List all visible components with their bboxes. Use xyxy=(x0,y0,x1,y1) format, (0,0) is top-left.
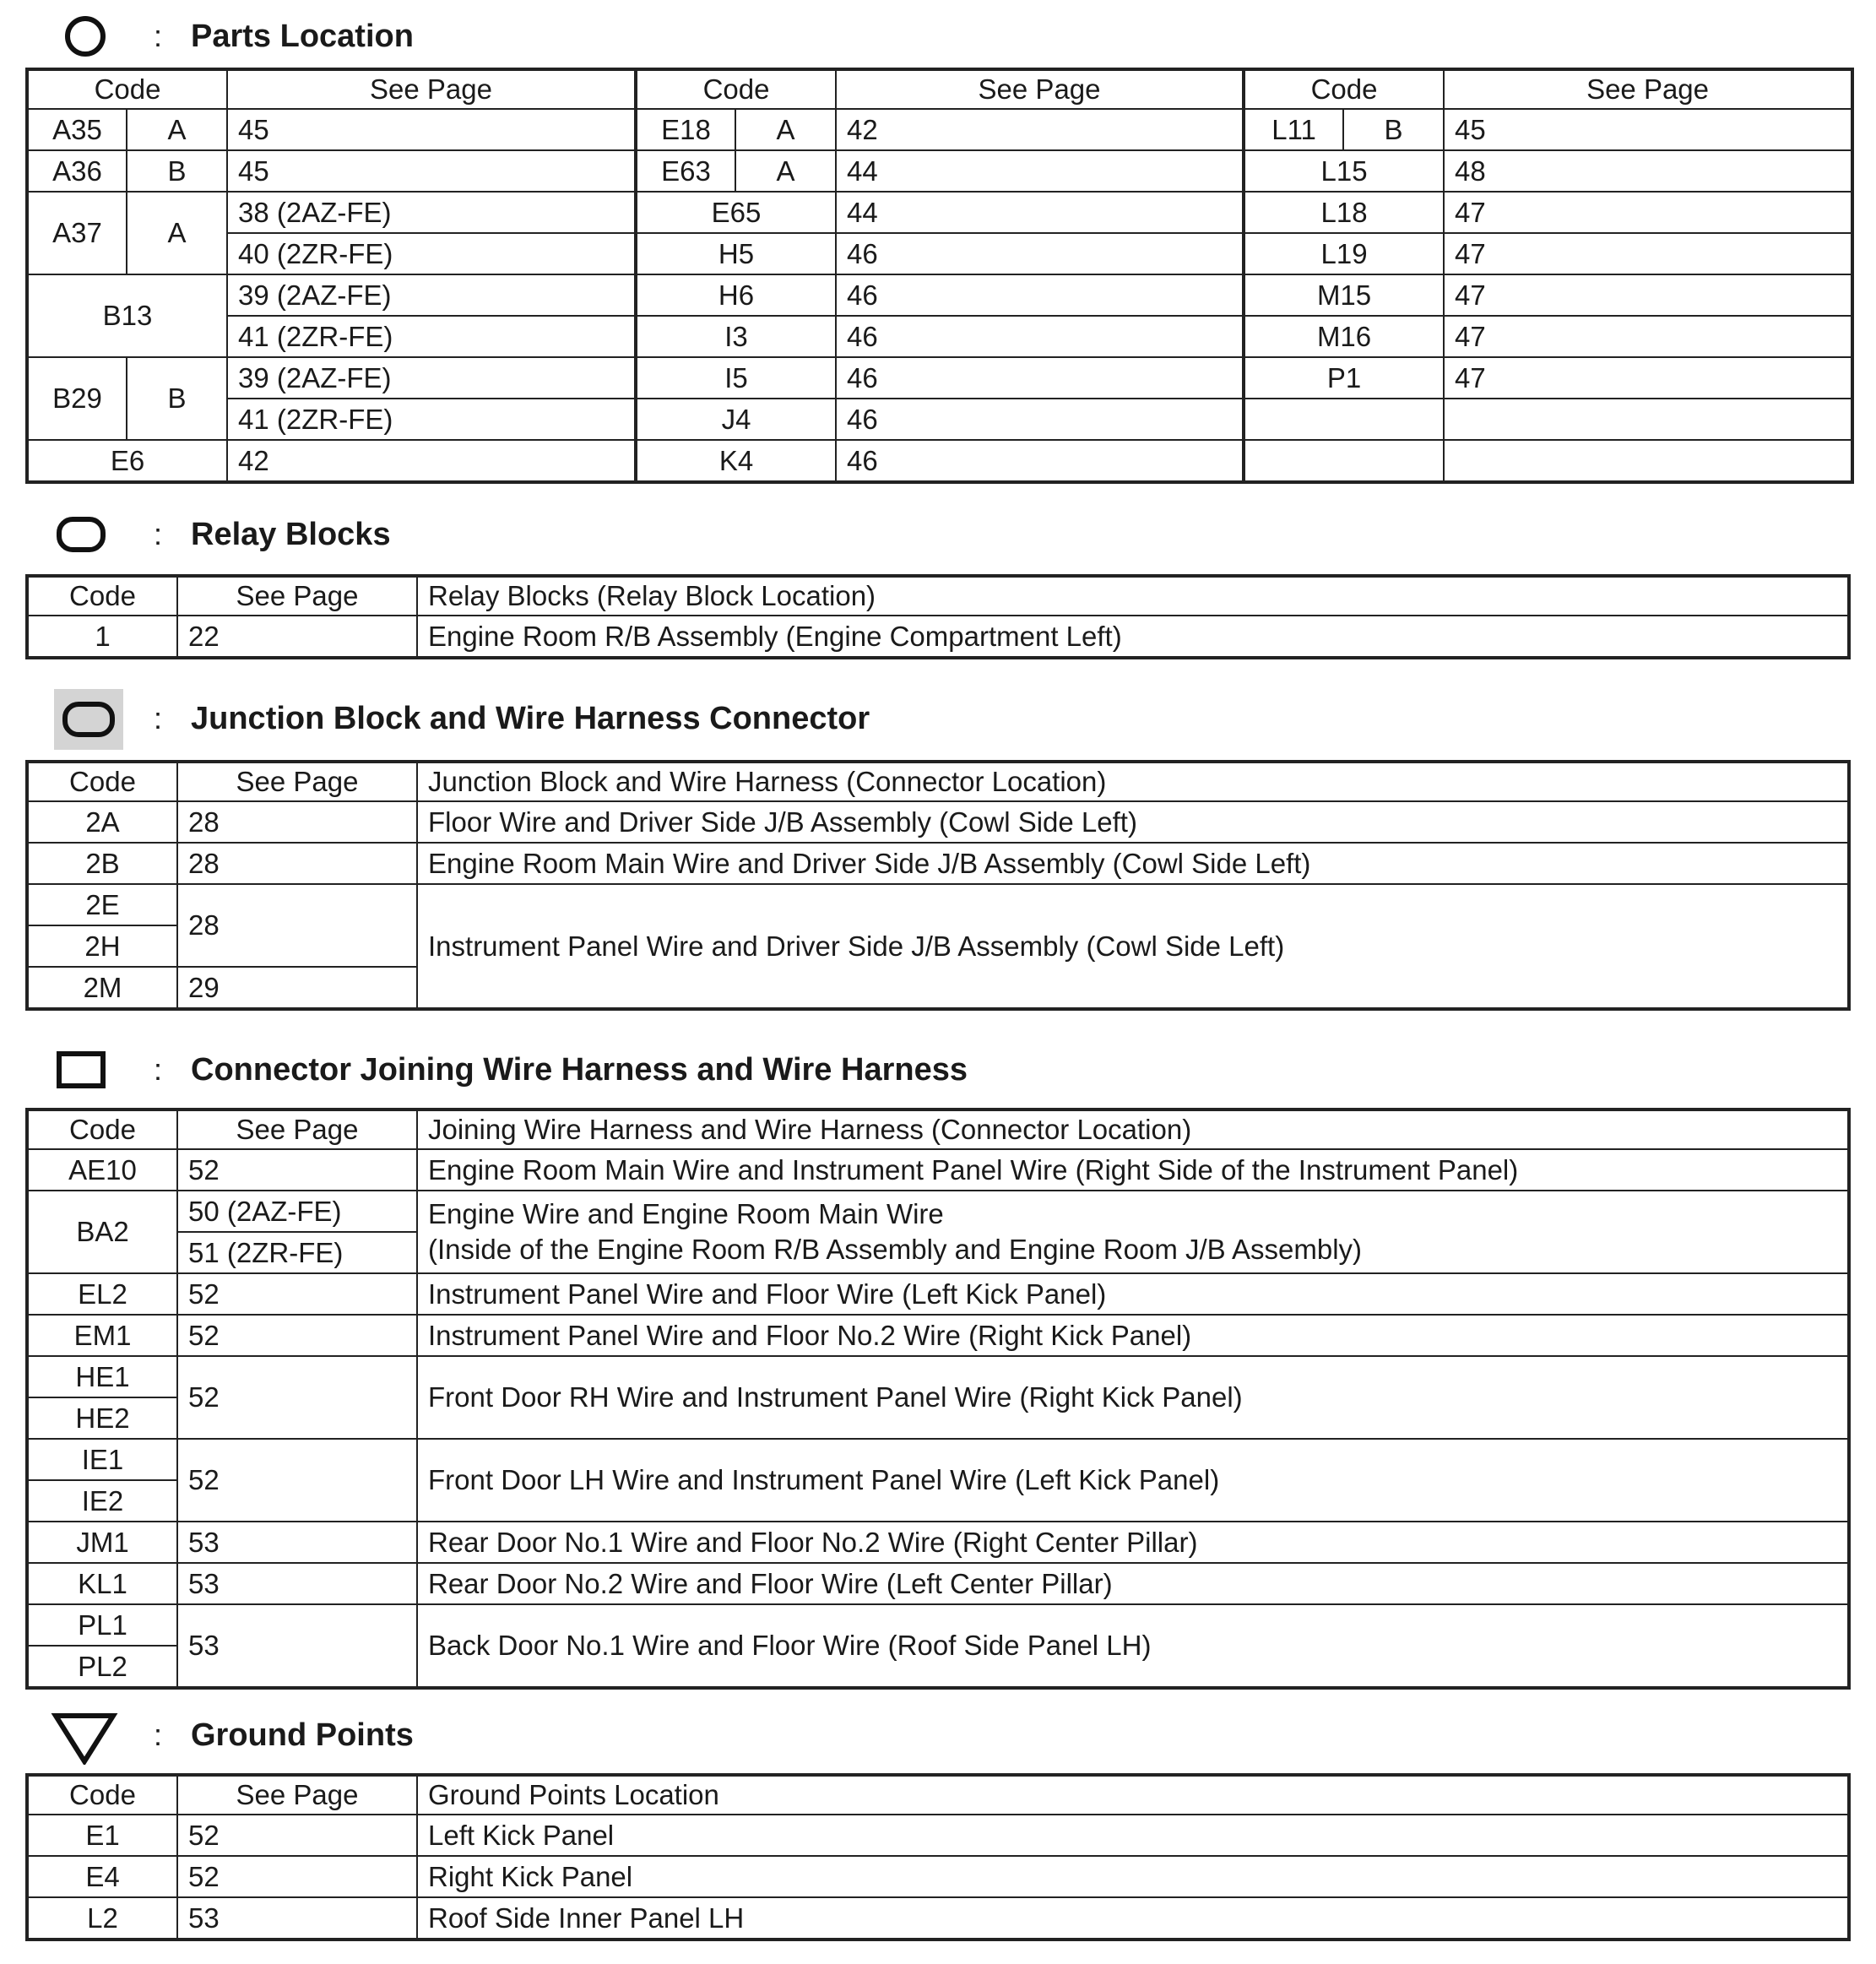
code-cell: AE10 xyxy=(27,1149,177,1191)
table-header-row xyxy=(27,69,1852,109)
code-cell: E63 xyxy=(636,150,735,192)
table-row xyxy=(27,399,1852,440)
table-row xyxy=(27,1522,1849,1563)
page-cell: 50 (2AZ-FE) xyxy=(177,1191,417,1232)
description-cell: Left Kick Panel xyxy=(417,1815,1849,1856)
header-cell: Code xyxy=(27,1109,177,1149)
table-row xyxy=(27,1856,1849,1897)
square-symbol-icon xyxy=(51,1040,110,1099)
page-cell: 45 xyxy=(227,109,636,150)
description-cell: Front Door LH Wire and Instrument Panel Wire (Left Kick Panel) xyxy=(417,1439,1849,1522)
code-cell: EM1 xyxy=(27,1315,177,1356)
description-cell: Engine Room R/B Assembly (Engine Compartment Left) xyxy=(417,616,1849,658)
page-cell: 48 xyxy=(1444,150,1852,192)
table-row xyxy=(27,1315,1849,1356)
code-cell: H6 xyxy=(636,274,836,316)
code-cell: B13 xyxy=(27,274,227,357)
sub-code-cell: A xyxy=(735,150,836,192)
page-cell: 45 xyxy=(227,150,636,192)
connector-joining-table xyxy=(25,1108,1851,1690)
page-cell: 52 xyxy=(177,1356,417,1439)
table-row xyxy=(27,801,1849,843)
header-cell: Code xyxy=(27,69,227,109)
description-cell: Floor Wire and Driver Side J/B Assembly (Cowl Side Left) xyxy=(417,801,1849,843)
header-cell: Code xyxy=(1244,69,1444,109)
page-cell: 46 xyxy=(836,316,1244,357)
table-row xyxy=(27,440,1852,482)
sub-code-cell: A xyxy=(735,109,836,150)
page-cell: 46 xyxy=(836,440,1244,482)
sub-code-cell: A xyxy=(127,192,227,274)
code-cell: M16 xyxy=(1244,316,1444,357)
page-cell: 51 (2ZR-FE) xyxy=(177,1232,417,1273)
page-cell: 41 (2ZR-FE) xyxy=(227,399,636,440)
page-cell: 28 xyxy=(177,884,417,967)
page-cell: 47 xyxy=(1444,192,1852,233)
page-cell: 52 xyxy=(177,1439,417,1522)
code-cell: 2M xyxy=(27,967,177,1009)
code-cell: 2A xyxy=(27,801,177,843)
page-cell: 41 (2ZR-FE) xyxy=(227,316,636,357)
section-title: Parts Location xyxy=(191,19,414,54)
relay-blocks-table xyxy=(25,574,1851,659)
header-cell: See Page xyxy=(227,69,636,109)
section-title: Relay Blocks xyxy=(191,517,391,552)
empty-cell xyxy=(1244,440,1444,482)
code-cell: L2 xyxy=(27,1897,177,1940)
section-title: Junction Block and Wire Harness Connector xyxy=(191,701,870,736)
parts-location-table xyxy=(25,68,1854,484)
code-cell: M15 xyxy=(1244,274,1444,316)
header-cell: Relay Blocks (Relay Block Location) xyxy=(417,576,1849,616)
rounded-rect-symbol-icon xyxy=(51,505,110,564)
sub-code-cell: B xyxy=(127,357,227,440)
page-cell: 52 xyxy=(177,1273,417,1315)
description-cell: Engine Room Main Wire and Instrument Panel Wire (Right Side of the Instrument Panel) xyxy=(417,1149,1849,1191)
code-cell: L15 xyxy=(1244,150,1444,192)
code-cell: E1 xyxy=(27,1815,177,1856)
code-cell: E65 xyxy=(636,192,836,233)
page-cell: 38 (2AZ-FE) xyxy=(227,192,636,233)
page-cell: 47 xyxy=(1444,274,1852,316)
page-cell: 29 xyxy=(177,967,417,1009)
empty-cell xyxy=(1444,399,1852,440)
heading-colon: : xyxy=(154,19,163,53)
header-cell: Code xyxy=(27,762,177,801)
page-cell: 39 (2AZ-FE) xyxy=(227,274,636,316)
page-cell: 42 xyxy=(227,440,636,482)
table-header-row xyxy=(27,1109,1849,1149)
header-cell: See Page xyxy=(177,576,417,616)
table-row xyxy=(27,1604,1849,1646)
header-cell: See Page xyxy=(177,1109,417,1149)
code-cell: A37 xyxy=(27,192,127,274)
code-cell: E18 xyxy=(636,109,735,150)
description-cell: Instrument Panel Wire and Floor Wire (Left Kick Panel) xyxy=(417,1273,1849,1315)
code-cell: HE1 xyxy=(27,1356,177,1397)
table-row xyxy=(27,884,1849,925)
description-cell: Back Door No.1 Wire and Floor Wire (Roof Side Panel LH) xyxy=(417,1604,1849,1688)
code-cell: 2E xyxy=(27,884,177,925)
code-cell: JM1 xyxy=(27,1522,177,1563)
table-header-row xyxy=(27,1775,1849,1815)
header-cell: See Page xyxy=(836,69,1244,109)
description-cell: Rear Door No.1 Wire and Floor No.2 Wire (Right Center Pillar) xyxy=(417,1522,1849,1563)
page-cell: 46 xyxy=(836,357,1244,399)
code-cell: KL1 xyxy=(27,1563,177,1604)
table-row xyxy=(27,1273,1849,1315)
empty-cell xyxy=(1244,399,1444,440)
description-cell: Roof Side Inner Panel LH xyxy=(417,1897,1849,1940)
sub-code-cell: A xyxy=(127,109,227,150)
code-cell: K4 xyxy=(636,440,836,482)
table-header-row xyxy=(27,576,1849,616)
code-cell: PL2 xyxy=(27,1646,177,1688)
code-cell: BA2 xyxy=(27,1191,177,1273)
page-cell: 52 xyxy=(177,1815,417,1856)
code-cell: E4 xyxy=(27,1856,177,1897)
code-cell: H5 xyxy=(636,233,836,274)
code-cell: P1 xyxy=(1244,357,1444,399)
table-row xyxy=(27,843,1849,884)
table-row xyxy=(27,1149,1849,1191)
sub-code-cell: B xyxy=(127,150,227,192)
page-cell: 53 xyxy=(177,1522,417,1563)
header-cell: Joining Wire Harness and Wire Harness (Connector Location) xyxy=(417,1109,1849,1149)
code-cell: 1 xyxy=(27,616,177,658)
heading-colon: : xyxy=(154,1052,163,1087)
page-cell: 47 xyxy=(1444,233,1852,274)
page-cell: 47 xyxy=(1444,357,1852,399)
page-cell: 52 xyxy=(177,1149,417,1191)
table-row xyxy=(27,274,1852,316)
page-cell: 22 xyxy=(177,616,417,658)
shaded-rounded-rect-symbol-icon xyxy=(51,689,127,751)
heading-colon: : xyxy=(154,701,163,735)
page-cell: 42 xyxy=(836,109,1244,150)
page-cell: 44 xyxy=(836,150,1244,192)
table-header-row xyxy=(27,762,1849,801)
description-cell: Right Kick Panel xyxy=(417,1856,1849,1897)
table-row xyxy=(27,1815,1849,1856)
code-cell: 2B xyxy=(27,843,177,884)
description-line: (Inside of the Engine Room R/B Assembly and Engine Room J/B Assembly) xyxy=(428,1234,1363,1265)
header-cell: Code xyxy=(27,576,177,616)
page-cell: 45 xyxy=(1444,109,1852,150)
table-row xyxy=(27,357,1852,399)
page-cell: 39 (2AZ-FE) xyxy=(227,357,636,399)
table-row xyxy=(27,316,1852,357)
heading-colon: : xyxy=(154,1717,163,1752)
triangle-symbol-icon xyxy=(51,1706,118,1765)
table-row xyxy=(27,150,1852,192)
code-cell: I5 xyxy=(636,357,836,399)
header-cell: Code xyxy=(636,69,836,109)
page-cell: 53 xyxy=(177,1897,417,1940)
page-cell: 52 xyxy=(177,1315,417,1356)
description-cell: Rear Door No.2 Wire and Floor Wire (Left Center Pillar) xyxy=(417,1563,1849,1604)
page-cell: 46 xyxy=(836,274,1244,316)
table-row xyxy=(27,616,1849,658)
code-cell: 2H xyxy=(27,925,177,967)
header-cell: Junction Block and Wire Harness (Connector Location) xyxy=(417,762,1849,801)
code-cell: L19 xyxy=(1244,233,1444,274)
ground-points-table xyxy=(25,1773,1851,1941)
code-cell: IE2 xyxy=(27,1480,177,1522)
page-cell: 28 xyxy=(177,801,417,843)
junction-block-table xyxy=(25,760,1851,1011)
description-cell: Engine Room Main Wire and Driver Side J/B Assembly (Cowl Side Left) xyxy=(417,843,1849,884)
description-line: Engine Wire and Engine Room Main Wire xyxy=(428,1198,944,1229)
page-cell: 46 xyxy=(836,233,1244,274)
header-cell: Ground Points Location xyxy=(417,1775,1849,1815)
table-row xyxy=(27,192,1852,233)
table-row xyxy=(27,1439,1849,1480)
header-cell: Code xyxy=(27,1775,177,1815)
description-cell: Instrument Panel Wire and Driver Side J/B Assembly (Cowl Side Left) xyxy=(417,884,1849,1009)
table-row xyxy=(27,1897,1849,1940)
table-row xyxy=(27,1563,1849,1604)
code-cell: L18 xyxy=(1244,192,1444,233)
code-cell: IE1 xyxy=(27,1439,177,1480)
code-cell: B29 xyxy=(27,357,127,440)
code-cell: I3 xyxy=(636,316,836,357)
page-cell: 44 xyxy=(836,192,1244,233)
code-cell: HE2 xyxy=(27,1397,177,1439)
code-cell: A36 xyxy=(27,150,127,192)
table-row xyxy=(27,1356,1849,1397)
description-cell xyxy=(417,1191,1849,1273)
table-row xyxy=(27,233,1852,274)
page-cell: 40 (2ZR-FE) xyxy=(227,233,636,274)
section-title: Ground Points xyxy=(191,1717,414,1753)
code-cell: J4 xyxy=(636,399,836,440)
header-cell: See Page xyxy=(1444,69,1852,109)
code-cell: PL1 xyxy=(27,1604,177,1646)
code-cell: L11 xyxy=(1244,109,1343,150)
page-cell: 53 xyxy=(177,1563,417,1604)
code-cell: A35 xyxy=(27,109,127,150)
page-cell: 53 xyxy=(177,1604,417,1688)
section-title: Connector Joining Wire Harness and Wire Harness xyxy=(191,1052,968,1088)
empty-cell xyxy=(1444,440,1852,482)
page-cell: 47 xyxy=(1444,316,1852,357)
table-row xyxy=(27,109,1852,150)
page-cell: 52 xyxy=(177,1856,417,1897)
code-cell: E6 xyxy=(27,440,227,482)
circle-symbol-icon xyxy=(51,7,110,66)
code-cell: EL2 xyxy=(27,1273,177,1315)
description-cell: Front Door RH Wire and Instrument Panel Wire (Right Kick Panel) xyxy=(417,1356,1849,1439)
page-cell: 46 xyxy=(836,399,1244,440)
header-cell: See Page xyxy=(177,1775,417,1815)
header-cell: See Page xyxy=(177,762,417,801)
table-row xyxy=(27,1191,1849,1232)
description-cell: Instrument Panel Wire and Floor No.2 Wire (Right Kick Panel) xyxy=(417,1315,1849,1356)
heading-colon: : xyxy=(154,517,163,551)
sub-code-cell: B xyxy=(1343,109,1444,150)
page-cell: 28 xyxy=(177,843,417,884)
